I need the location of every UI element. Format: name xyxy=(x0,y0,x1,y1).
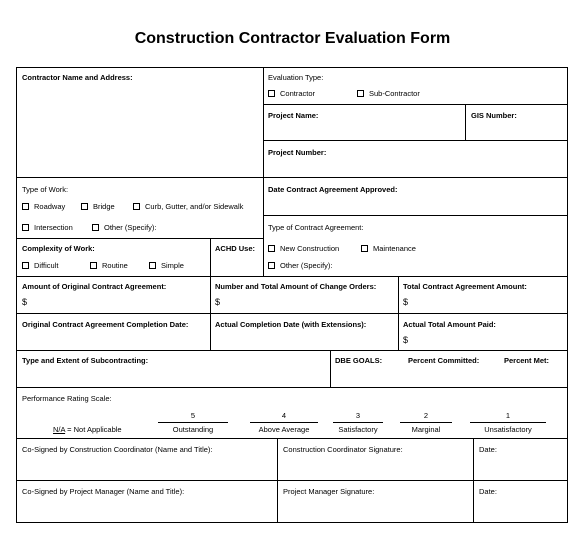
rating-3-number: 3 xyxy=(355,411,361,420)
contractor-name-label: Contractor Name and Address: xyxy=(22,73,133,82)
other-work-option-label: Other (Specify): xyxy=(104,223,157,232)
cosign-coordinator-label: Co-Signed by Construction Coordinator (Name and Title): xyxy=(22,445,213,454)
roadway-checkbox[interactable] xyxy=(22,203,29,210)
date-contract-approved-label: Date Contract Agreement Approved: xyxy=(268,185,398,194)
rating-3-label: Satisfactory xyxy=(338,425,378,434)
new-construction-checkbox[interactable] xyxy=(268,245,275,252)
rating-scale-label: Performance Rating Scale: xyxy=(22,394,112,403)
bridge-option-label: Bridge xyxy=(93,202,115,211)
dbe-goals-label: DBE GOALS: xyxy=(335,356,383,365)
bridge-checkbox[interactable] xyxy=(81,203,88,210)
gis-number-label: GIS Number: xyxy=(471,111,517,120)
change-orders-label: Number and Total Amount of Change Orders: xyxy=(215,282,377,291)
contractor-option-label: Contractor xyxy=(280,89,316,98)
project-number-label: Project Number: xyxy=(268,148,327,157)
total-paid-currency: $ xyxy=(403,335,409,345)
routine-option-label: Routine xyxy=(102,261,128,270)
percent-committed-label: Percent Committed: xyxy=(408,356,480,365)
not-applicable-label: N/A = Not Applicable xyxy=(53,425,122,434)
other-work-checkbox[interactable] xyxy=(92,224,99,231)
original-amount-label: Amount of Original Contract Agreement: xyxy=(22,282,167,291)
change-orders-currency: $ xyxy=(215,297,221,307)
rating-5-label: Outstanding xyxy=(172,425,214,434)
intersection-option-label: Intersection xyxy=(34,223,73,232)
rating-4-number: 4 xyxy=(281,411,287,420)
subcontracting-label: Type and Extent of Subcontracting: xyxy=(22,356,149,365)
total-agreement-currency: $ xyxy=(403,297,409,307)
rating-3-line xyxy=(333,422,383,423)
rating-1-line xyxy=(470,422,546,423)
difficult-checkbox[interactable] xyxy=(22,262,29,269)
rating-4-label: Above Average xyxy=(258,425,310,434)
routine-checkbox[interactable] xyxy=(90,262,97,269)
rating-2-line xyxy=(400,422,452,423)
other-agreement-option-label: Other (Specify): xyxy=(280,261,333,270)
roadway-option-label: Roadway xyxy=(34,202,66,211)
other-agreement-checkbox[interactable] xyxy=(268,262,275,269)
maintenance-option-label: Maintenance xyxy=(373,244,416,253)
evaluation-type-label: Evaluation Type: xyxy=(268,73,324,82)
simple-checkbox[interactable] xyxy=(149,262,156,269)
total-paid-label: Actual Total Amount Paid: xyxy=(403,320,496,329)
sub-contractor-option-label: Sub-Contractor xyxy=(369,89,420,98)
cosign-pm-label: Co-Signed by Project Manager (Name and Title): xyxy=(22,487,185,496)
curb-gutter-option-label: Curb, Gutter, and/or Sidewalk xyxy=(145,202,244,211)
date-2-label: Date: xyxy=(479,487,497,496)
maintenance-checkbox[interactable] xyxy=(361,245,368,252)
project-name-label: Project Name: xyxy=(268,111,319,120)
curb-gutter-checkbox[interactable] xyxy=(133,203,140,210)
date-1-label: Date: xyxy=(479,445,497,454)
pm-signature-label: Project Manager Signature: xyxy=(283,487,375,496)
contractor-checkbox[interactable] xyxy=(268,90,275,97)
intersection-checkbox[interactable] xyxy=(22,224,29,231)
rating-2-label: Marginal xyxy=(411,425,441,434)
simple-option-label: Simple xyxy=(161,261,184,270)
coordinator-signature-label: Construction Coordinator Signature: xyxy=(283,445,403,454)
original-completion-label: Original Contract Agreement Completion Date: xyxy=(22,320,189,329)
achd-use-label: ACHD Use: xyxy=(215,244,256,253)
difficult-option-label: Difficult xyxy=(34,261,59,270)
sub-contractor-checkbox[interactable] xyxy=(357,90,364,97)
rating-1-number: 1 xyxy=(505,411,511,420)
new-construction-option-label: New Construction xyxy=(280,244,340,253)
rating-2-number: 2 xyxy=(423,411,429,420)
original-amount-currency: $ xyxy=(22,297,28,307)
percent-met-label: Percent Met: xyxy=(504,356,550,365)
rating-4-line xyxy=(250,422,318,423)
rating-5-line xyxy=(158,422,228,423)
page-title: Construction Contractor Evaluation Form xyxy=(134,30,451,47)
rating-5-number: 5 xyxy=(190,411,196,420)
type-of-work-label: Type of Work: xyxy=(22,185,69,194)
type-of-agreement-label: Type of Contract Agreement: xyxy=(268,223,364,232)
complexity-label: Complexity of Work: xyxy=(22,244,95,253)
rating-1-label: Unsatisfactory xyxy=(484,425,532,434)
total-agreement-label: Total Contract Agreement Amount: xyxy=(403,282,527,291)
actual-completion-label: Actual Completion Date (with Extensions): xyxy=(215,320,367,329)
